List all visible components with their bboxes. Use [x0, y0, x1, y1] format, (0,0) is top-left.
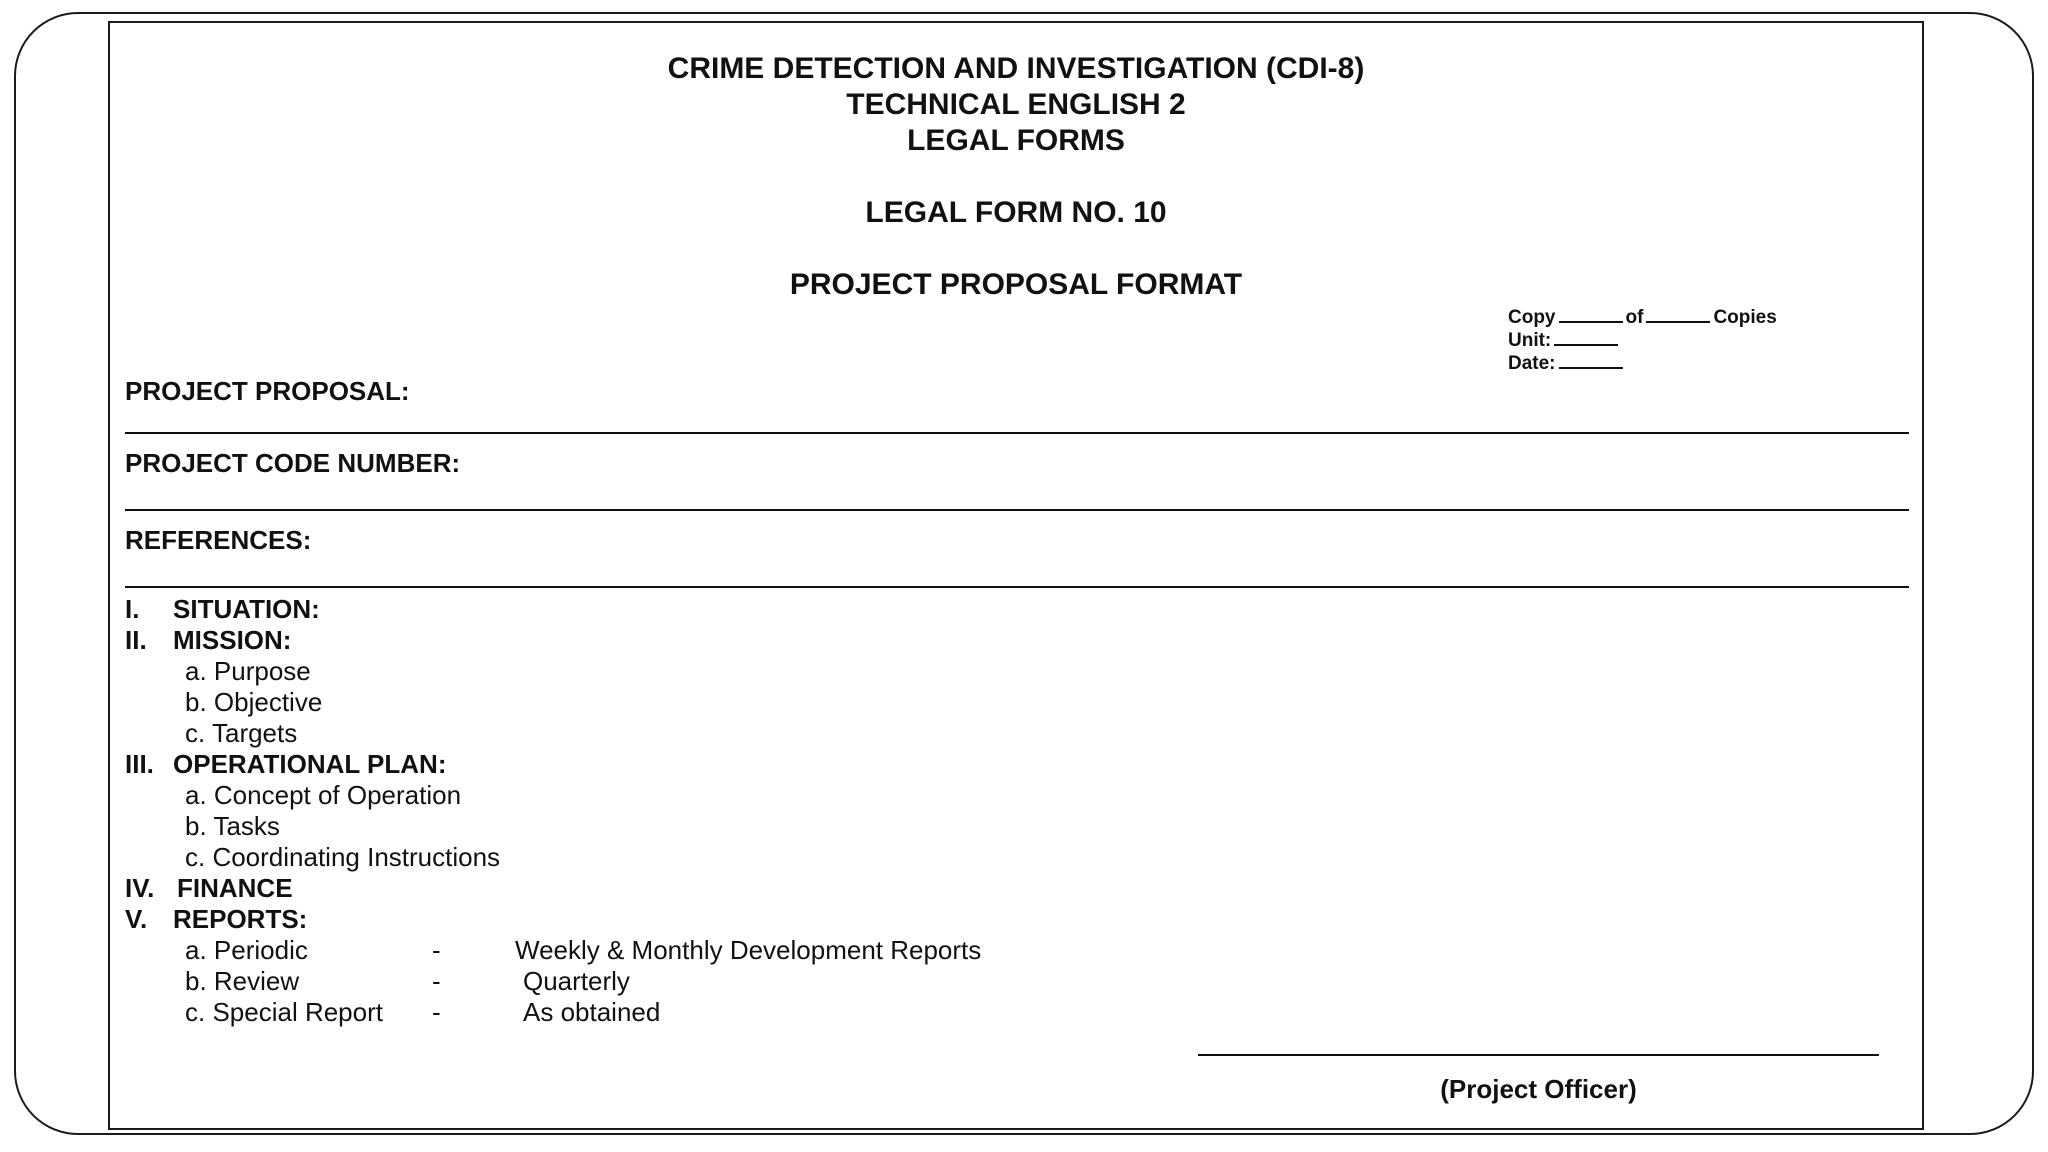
report-item-label: a. Periodic	[185, 935, 308, 965]
copy-label: Copy	[1508, 307, 1556, 328]
references-rule	[125, 586, 1909, 588]
project-proposal-rule	[125, 432, 1909, 434]
situation-heading: SITUATION:	[173, 594, 320, 624]
course-title: CRIME DETECTION AND INVESTIGATION (CDI-8)	[667, 52, 1365, 85]
mission-item-targets: c. Targets	[185, 718, 298, 748]
report-item-desc: Quarterly	[523, 966, 630, 996]
project-code-rule	[125, 509, 1909, 511]
report-item-desc: As obtained	[523, 997, 661, 1027]
unit-row	[1508, 329, 1777, 352]
date-blank	[1559, 353, 1623, 369]
course-subject: TECHNICAL ENGLISH 2	[846, 88, 1186, 121]
form-number: LEGAL FORM NO. 10	[865, 196, 1167, 229]
operational-plan-heading: OPERATIONAL PLAN:	[173, 749, 447, 779]
finance-numeral: IV.	[125, 873, 155, 903]
forms-heading: LEGAL FORMS	[907, 124, 1125, 157]
report-item-dash: -	[432, 966, 441, 996]
mission-item-objective: b. Objective	[185, 687, 323, 717]
references-label: REFERENCES:	[125, 525, 312, 555]
project-officer-label: (Project Officer)	[1440, 1074, 1637, 1104]
plan-item-concept: a. Concept of Operation	[185, 780, 462, 810]
report-item-dash: -	[432, 935, 441, 965]
finance-heading: FINANCE	[177, 873, 293, 903]
copy-blank	[1559, 307, 1623, 323]
legal-form-document	[108, 21, 1924, 1130]
mission-numeral: II.	[125, 625, 147, 655]
report-item-dash: -	[432, 997, 441, 1027]
reports-numeral: V.	[125, 904, 148, 934]
copies-label: Copies	[1713, 307, 1777, 328]
situation-numeral: I.	[125, 594, 140, 624]
form-title: PROJECT PROPOSAL FORMAT	[789, 268, 1243, 301]
report-item-label: c. Special Report	[185, 997, 383, 1027]
project-proposal-label: PROJECT PROPOSAL:	[125, 376, 410, 406]
plan-item-tasks: b. Tasks	[185, 811, 280, 841]
date-row	[1508, 352, 1777, 375]
mission-heading: MISSION:	[173, 625, 292, 655]
of-label: of	[1625, 307, 1644, 328]
operational-plan-numeral: III.	[125, 749, 154, 779]
unit-label: Unit:	[1508, 330, 1552, 351]
plan-item-coordinating: c. Coordinating Instructions	[185, 842, 501, 872]
report-item-label: b. Review	[185, 966, 300, 996]
mission-item-purpose: a. Purpose	[185, 656, 311, 686]
unit-blank	[1554, 330, 1618, 346]
report-item-desc: Weekly & Monthly Development Reports	[515, 935, 982, 965]
copy-info-block	[1508, 306, 1777, 375]
copies-blank	[1646, 307, 1710, 323]
reports-heading: REPORTS:	[173, 904, 308, 934]
date-label: Date:	[1508, 353, 1556, 374]
signature-line	[1198, 1054, 1879, 1056]
copy-row	[1508, 306, 1777, 329]
project-code-label: PROJECT CODE NUMBER:	[125, 448, 461, 478]
